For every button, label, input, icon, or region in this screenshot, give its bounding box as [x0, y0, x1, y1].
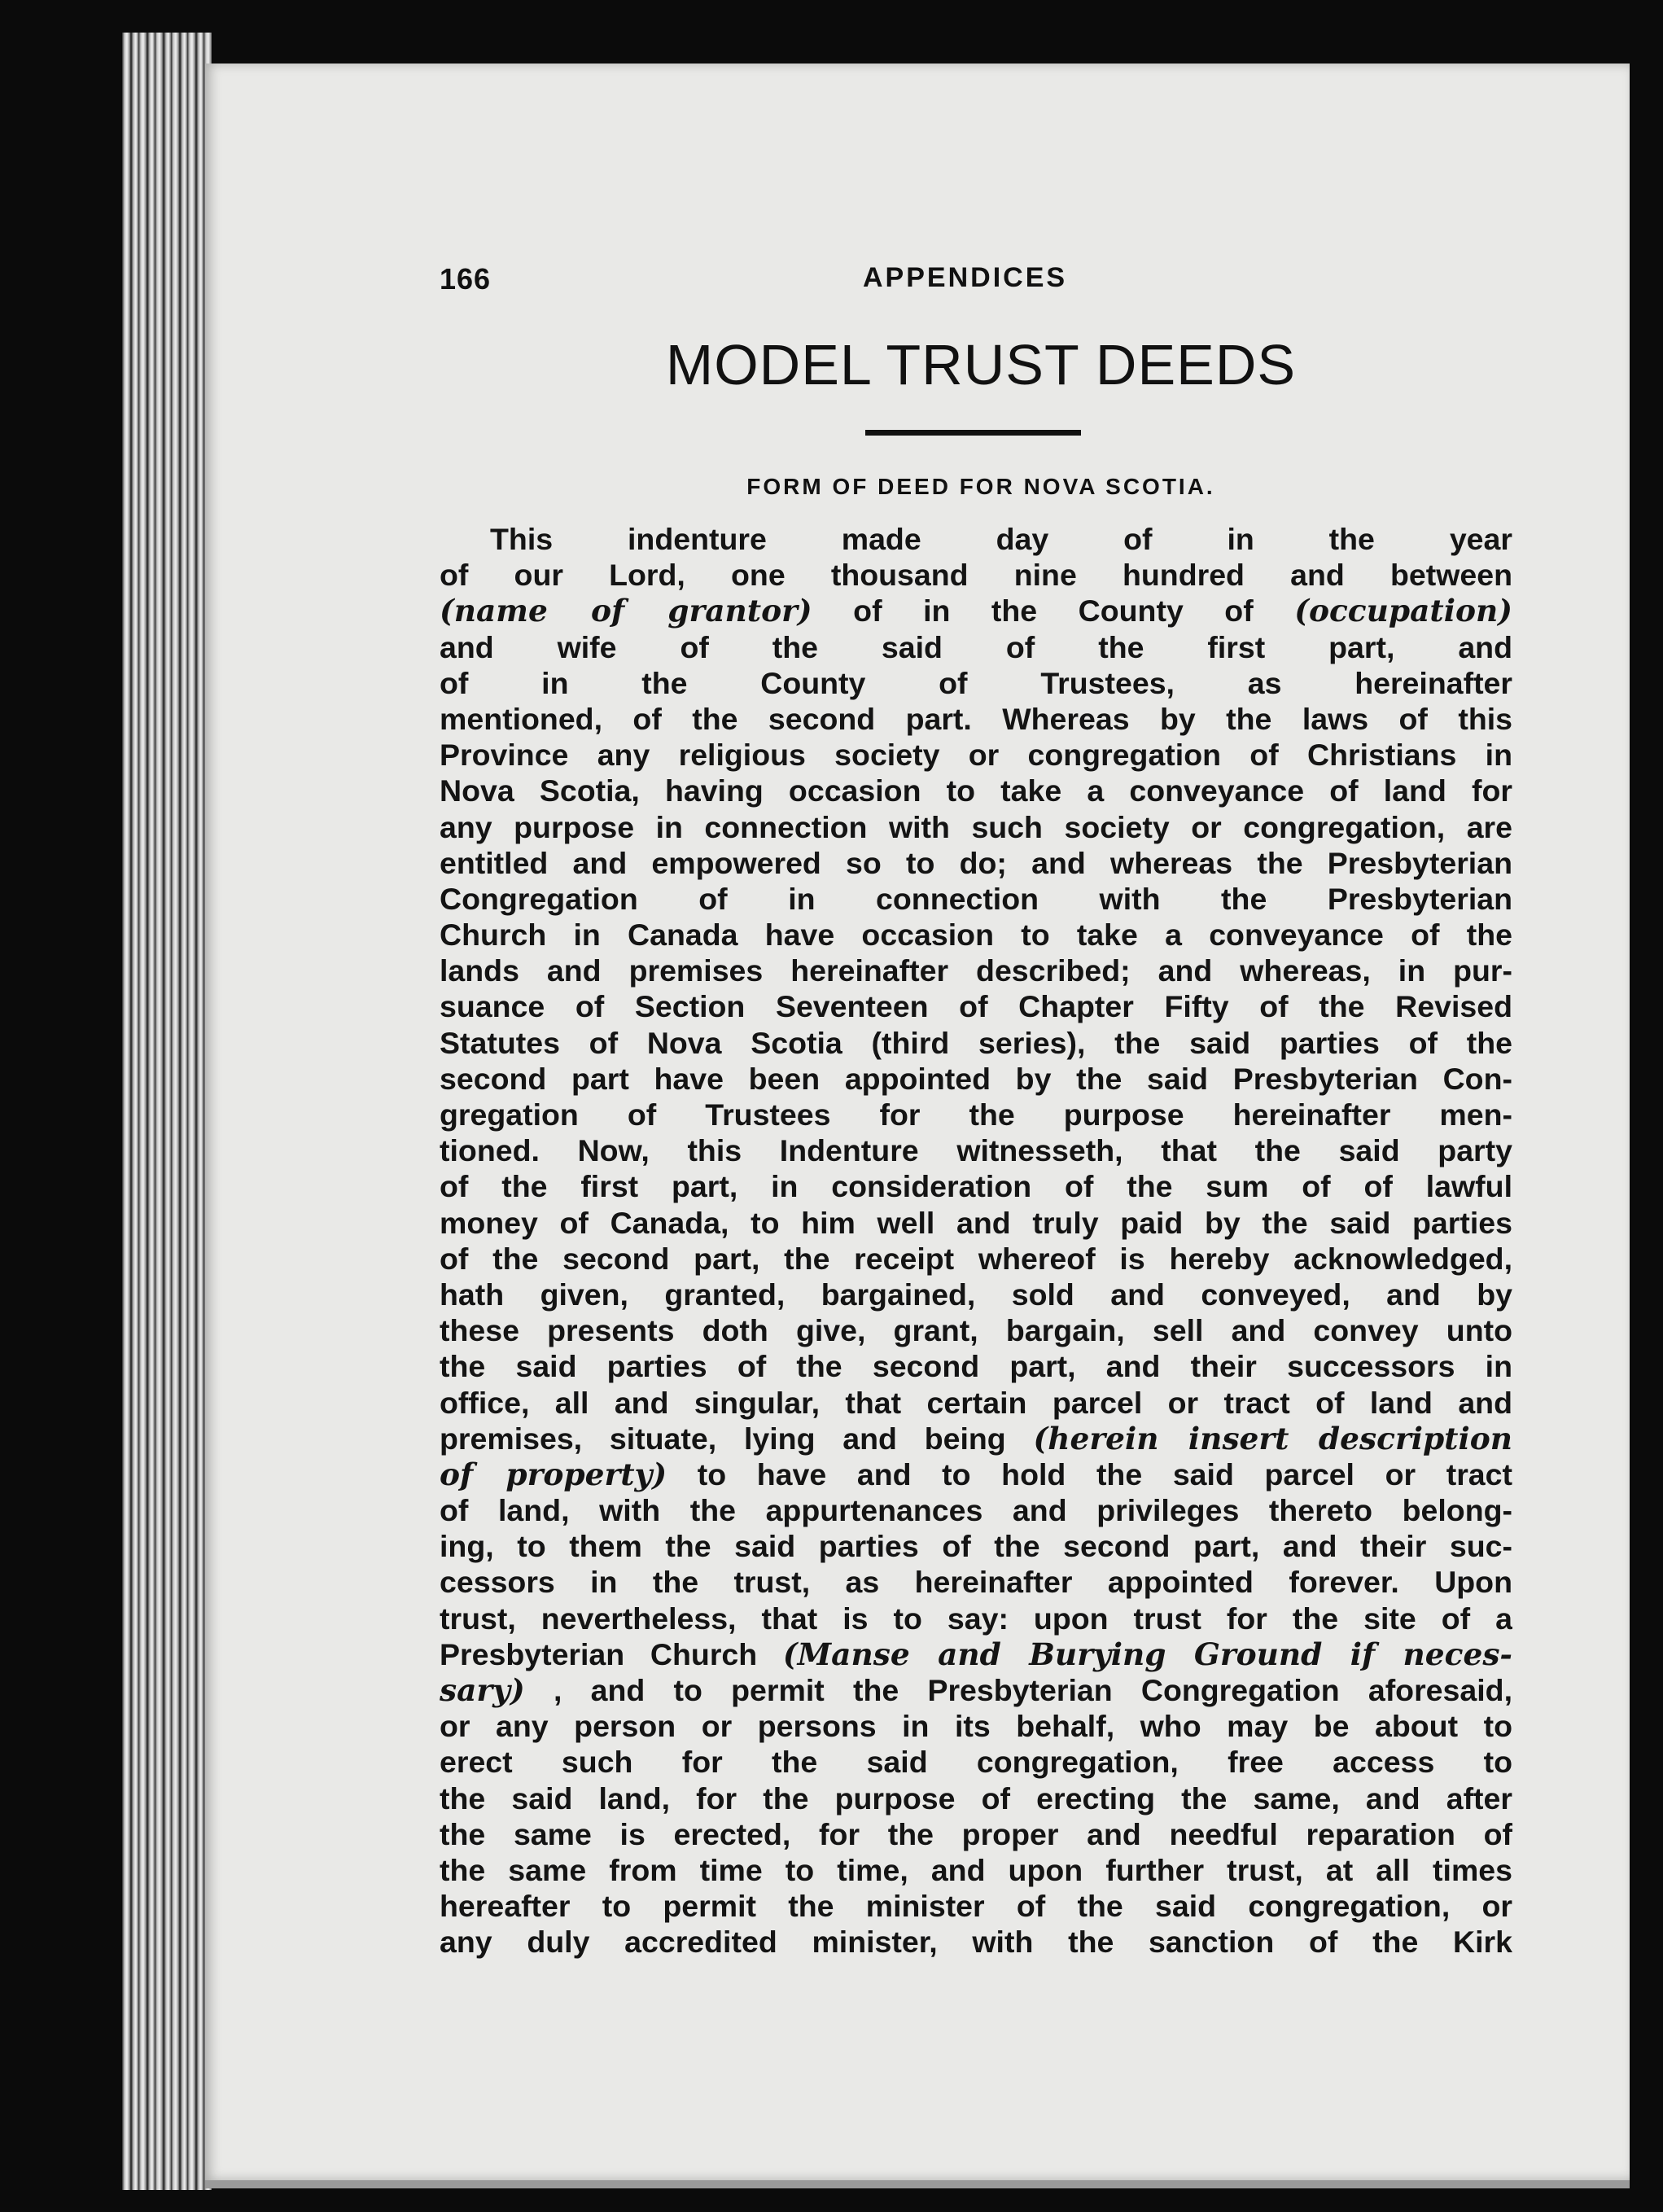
text-line — [440, 1168, 1512, 1204]
text-line — [440, 1097, 1512, 1132]
text-segment: to have and to hold the said parcel or tract — [697, 1456, 1512, 1491]
text-segment: gregation of — [440, 1097, 657, 1132]
text-line — [440, 1241, 1512, 1277]
text-line — [440, 988, 1512, 1024]
italic-text-segment: sary) — [440, 1672, 525, 1708]
italic-text-segment: (herein insert description — [1033, 1420, 1512, 1456]
deed-body-text — [440, 521, 1512, 1960]
text-segment: of the first part, in consideration of the sum of — [440, 1169, 1331, 1204]
text-segment: This indenture made — [490, 522, 921, 556]
text-line — [440, 593, 1512, 629]
text-segment: for the said congregation, free access to — [681, 1745, 1512, 1780]
text-line — [440, 1924, 1512, 1960]
text-line — [440, 737, 1512, 773]
text-line — [440, 1132, 1512, 1168]
text-segment: lands and premises hereinafter described; and whereas, in pur- — [440, 953, 1512, 988]
text-line — [440, 521, 1512, 557]
text-line — [440, 809, 1512, 845]
page-bottom-edge — [205, 2180, 1630, 2188]
page-header — [440, 262, 1522, 311]
text-segment: Congregation of — [440, 881, 728, 916]
section-subheading: FORM OF DEED FOR NOVA SCOTIA. — [746, 474, 1215, 499]
text-line — [440, 629, 1512, 665]
text-segment: the said parties of the second part, and their successors in — [440, 1349, 1512, 1384]
text-segment: money of Canada, to him well and truly paid by the said parties — [440, 1205, 1512, 1240]
text-segment: ing, to them the said parties of the second part, and their suc- — [440, 1529, 1512, 1564]
text-segment: the said land, for the purpose of erecting the same, and after — [440, 1781, 1512, 1816]
text-segment: in connection with the Presbyterian — [788, 881, 1512, 916]
text-segment: of — [853, 594, 882, 629]
text-line — [440, 1816, 1512, 1852]
text-segment: cessors in the trust, as hereinafter appointed forever. Upon — [440, 1565, 1512, 1600]
text-segment: suance of Section Seventeen of Chapter Fifty of the Revised — [440, 989, 1512, 1024]
text-segment: Statutes of Nova Scotia (third series), the said parties of the — [440, 1025, 1512, 1060]
text-segment: between — [1389, 558, 1512, 593]
text-segment: any purpose in connection with such society or congregation, are — [440, 809, 1512, 844]
text-segment: in the County of — [923, 594, 1254, 629]
text-segment: premises, situate, lying and being — [440, 1421, 1006, 1456]
text-line — [440, 1888, 1512, 1924]
text-segment: Trustees for the purpose hereinafter men- — [705, 1097, 1512, 1132]
running-head: APPENDICES — [863, 262, 1068, 293]
text-segment: Province any religious society or congregation of Christians in — [440, 738, 1512, 773]
text-segment: any duly accredited minister, with the sanction of the Kirk — [440, 1925, 1512, 1960]
text-segment: year — [1449, 522, 1512, 556]
text-line — [440, 1312, 1512, 1348]
text-line — [440, 1456, 1512, 1492]
text-line — [440, 1061, 1512, 1097]
text-segment: entitled and empowered so to do; and whereas the Presbyterian — [440, 845, 1512, 880]
text-line — [440, 665, 1512, 701]
text-segment: Church in Canada have occasion to take a conveyance of the — [440, 918, 1512, 953]
text-segment: or any person or persons in its behalf, who may be about to — [440, 1709, 1512, 1744]
italic-text-segment: (occupation) — [1294, 593, 1512, 629]
text-segment: Presbyterian Church — [440, 1636, 758, 1671]
text-line — [440, 1421, 1512, 1456]
text-segment: office, all and singular, that certain parcel or tract of land and — [440, 1385, 1512, 1420]
text-segment: hath given, granted, bargained, sold and conveyed, and by — [440, 1277, 1512, 1312]
text-line — [440, 1781, 1512, 1816]
text-segment: second part have been appointed by the said Presbyterian Con- — [440, 1061, 1512, 1096]
italic-text-segment: of property) — [440, 1456, 667, 1492]
text-segment: and — [440, 629, 494, 664]
text-segment: , and to permit the Presbyterian Congregation aforesaid, — [553, 1673, 1512, 1707]
text-segment: of the second part, the receipt whereof is hereby acknowledged, — [440, 1241, 1512, 1276]
text-line — [440, 1852, 1512, 1888]
text-line — [440, 1564, 1512, 1600]
text-segment: of land, with the appurtenances and privileges thereto belong- — [440, 1493, 1512, 1528]
text-segment: Trustees, as hereinafter — [1040, 665, 1512, 700]
text-line — [440, 1277, 1512, 1312]
text-segment: of — [440, 665, 469, 700]
text-segment: wife of the said — [557, 629, 943, 664]
text-segment: these presents doth give, grant, bargain, sell and convey unto — [440, 1313, 1512, 1348]
text-line — [440, 1708, 1512, 1744]
text-line — [440, 1205, 1512, 1241]
text-line — [440, 917, 1512, 953]
text-segment: in the — [1227, 522, 1375, 556]
text-segment: Nova Scotia, having occasion to take a conveyance of land for — [440, 773, 1512, 808]
text-line — [440, 881, 1512, 917]
text-line — [440, 1385, 1512, 1421]
text-line — [440, 1636, 1512, 1672]
text-line — [440, 1348, 1512, 1384]
text-line — [440, 1601, 1512, 1636]
book-page-edges — [122, 33, 212, 2190]
text-line — [440, 1528, 1512, 1564]
title-rule — [865, 430, 1081, 436]
text-line — [440, 953, 1512, 988]
text-line — [440, 701, 1512, 737]
text-segment: trust, nevertheless, that is to say: upon trust for the site of a — [440, 1601, 1512, 1636]
text-segment: of lawful — [1363, 1169, 1512, 1204]
page-number: 166 — [440, 262, 492, 296]
text-line — [440, 1672, 1512, 1708]
text-segment: hereafter to permit the minister of the said congregation, or — [440, 1889, 1512, 1924]
italic-text-segment: (name of grantor) — [440, 593, 812, 629]
text-line — [440, 1025, 1512, 1061]
text-line — [440, 557, 1512, 593]
text-segment: of our Lord, one thousand nine hundred and — [440, 558, 1345, 593]
text-line — [440, 845, 1512, 881]
italic-text-segment: (Manse and Burying Ground if neces- — [782, 1636, 1512, 1672]
text-segment: the same is erected, for the proper and needful reparation of — [440, 1816, 1512, 1851]
text-segment: tioned. Now, this Indenture witnesseth, that the said party — [440, 1133, 1512, 1168]
text-segment: mentioned, of the second part. Whereas by the laws of this — [440, 701, 1512, 736]
text-line — [440, 1492, 1512, 1528]
text-segment: day of — [996, 522, 1153, 556]
text-segment: erect such — [440, 1745, 633, 1780]
page-title: MODEL TRUST DEEDS — [665, 333, 1297, 396]
text-segment: in the County of — [541, 665, 968, 700]
text-line — [440, 1744, 1512, 1780]
text-segment: the same from time to time, and upon further trust, at all times — [440, 1852, 1512, 1887]
text-segment: of the first part, and — [1005, 629, 1512, 664]
text-line — [440, 773, 1512, 808]
